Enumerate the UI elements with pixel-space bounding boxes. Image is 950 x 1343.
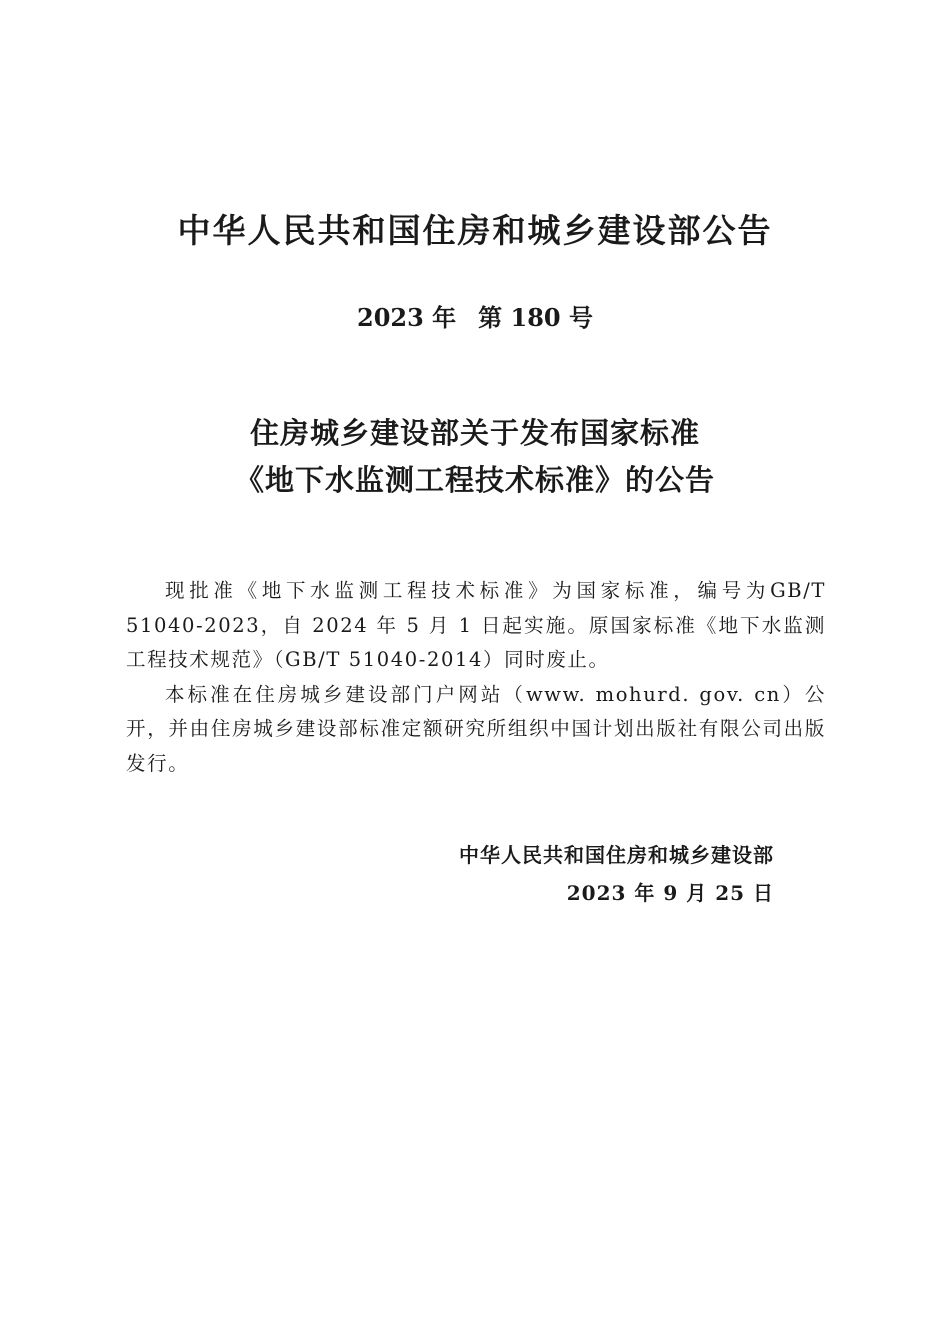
issue-year: 2023 年	[357, 303, 457, 332]
subtitle-line-2: 《地下水监测工程技术标准》的公告	[234, 463, 715, 497]
issue-number	[0, 300, 950, 336]
issuer-name: 中华人民共和国住房和城乡建设部	[459, 843, 774, 867]
signature-block	[459, 836, 774, 912]
issue-serial: 第 180 号	[478, 303, 593, 332]
announcement-body	[126, 574, 826, 781]
body-paragraph-2: 本标准在住房城乡建设部门户网站（www. mohurd. gov. cn）公开，并由住房城乡建设部标准定额研究所组织中国计划出版社有限公司出版发行。	[126, 682, 826, 775]
body-paragraph-1: 现批准《地下水监测工程技术标准》为国家标准，编号为GB/T 51040-2023，自 2024 年 5 月 1 日起实施。原国家标准《地下水监测工程技术规范》（GB/T 51040-2014）同时废止。	[126, 579, 826, 671]
issue-date: 2023 年 9 月 25 日	[566, 881, 774, 905]
subtitle-line-1: 住房城乡建设部关于发布国家标准	[249, 416, 700, 450]
announcement-subtitle	[0, 410, 950, 504]
announcement-headline: 中华人民共和国住房和城乡建设部公告	[177, 211, 773, 250]
